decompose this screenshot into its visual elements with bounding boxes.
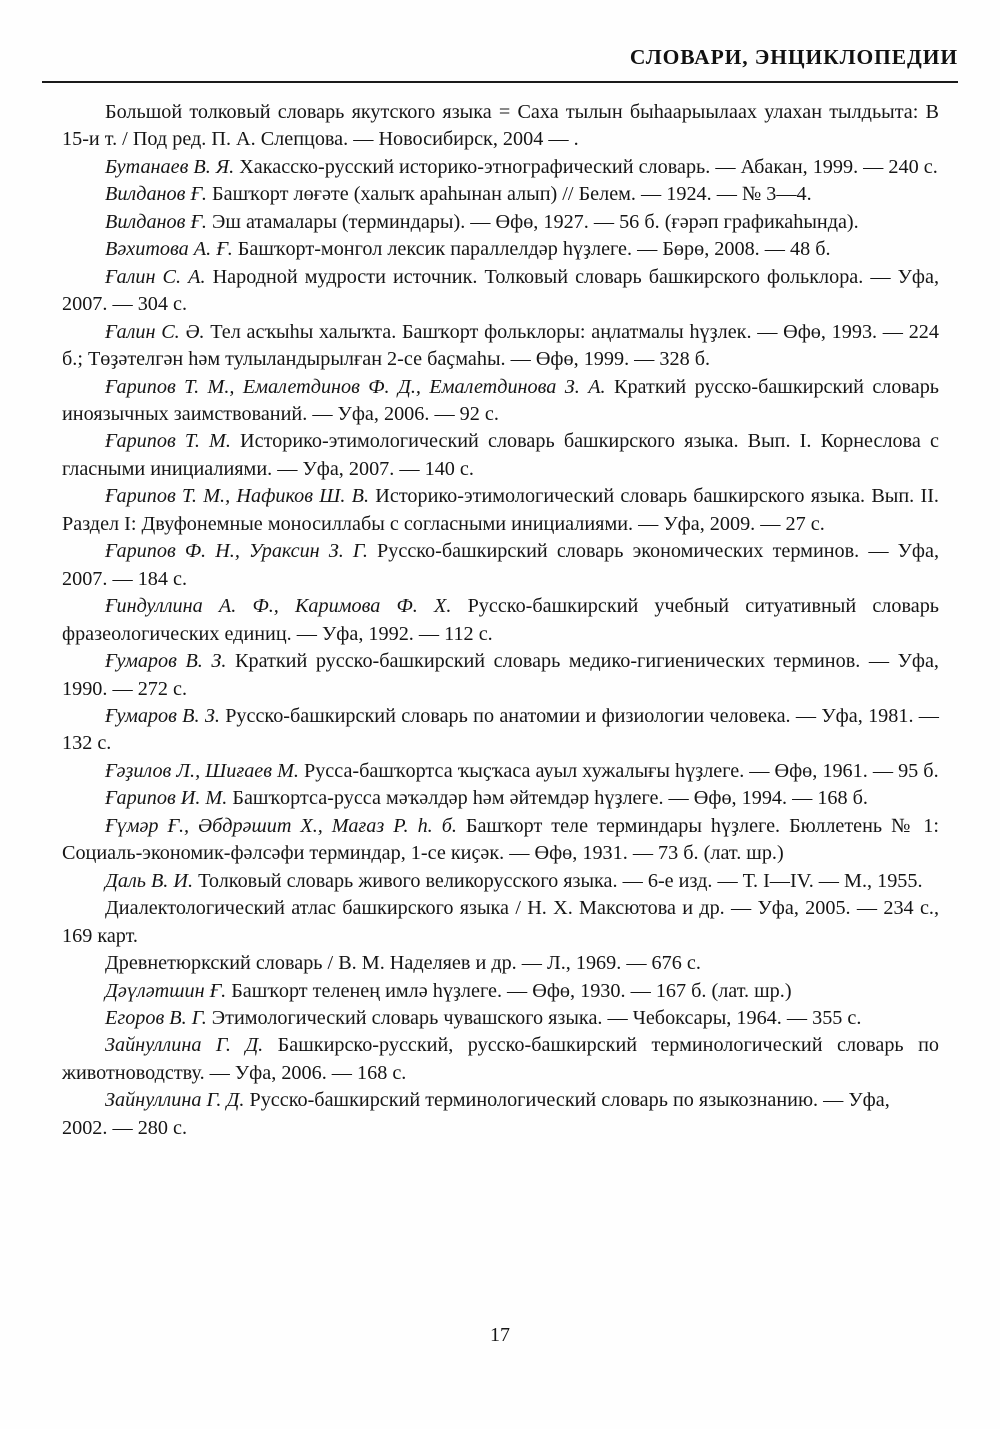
entry-author: Вәхитова А. Ғ. bbox=[105, 238, 233, 261]
entry-text: Толковый словарь живого великорусского языка. — 6-е изд. — Т. I—IV. — М., 1955. bbox=[193, 869, 923, 892]
bibliography-entry bbox=[62, 264, 939, 319]
header-rule-divider bbox=[42, 81, 958, 83]
entry-text: Хакасско-русский историко-этнографический словарь. — Абакан, 1999. — 240 с. bbox=[234, 155, 938, 178]
entry-author: Ғиндуллина А. Ф., Каримова Ф. Х. bbox=[105, 595, 452, 618]
bibliography-entry bbox=[62, 1087, 939, 1142]
entry-author: Ғарипов И. М. bbox=[105, 787, 228, 810]
entry-text: Русско-башкирский учебный ситуативный словарь фразеологических единиц. — Уфа, 1992. — 112 с. bbox=[62, 595, 939, 645]
entry-author: Ғарипов Т. М. bbox=[105, 430, 231, 453]
bibliography-entry bbox=[62, 978, 939, 1005]
entry-author: Вилданов Ғ. bbox=[105, 183, 207, 206]
entry-author: Ғәҙилов Л., Шиғаев М. bbox=[105, 759, 299, 782]
entry-text: Башҡорт-монгол лексик параллелдәр һүҙлеге. — Бөрө, 2008. — 48 б. bbox=[232, 238, 831, 261]
bibliography-entry bbox=[62, 483, 939, 538]
entry-author: Ғарипов Т. М., Нафиков Ш. В. bbox=[105, 485, 370, 508]
entry-text: Башҡорт лөғәте (халыҡ араһынан алып) // Белем. — 1924. — № 3—4. bbox=[206, 183, 812, 206]
bibliography-entry bbox=[62, 895, 939, 950]
entry-author: Зайнуллина Г. Д. bbox=[105, 1034, 264, 1057]
entry-text: Краткий русско-башкирский словарь иноязычных заимствований. — Уфа, 2006. — 92 с. bbox=[62, 375, 939, 425]
entry-text: Историко-этимологический словарь башкирского языка. Вып. II. Раздел I: Двуфонемные моносиллабы с согласными инициалиями. — Уфа, 2009. — 27 с. bbox=[62, 485, 939, 535]
entry-text: Краткий русско-башкирский словарь медико-гигиенических терминов. — Уфа, 1990. — 272 с. bbox=[62, 650, 939, 700]
entry-author: Ғалин С. Ә. bbox=[105, 320, 205, 343]
bibliography-entry bbox=[62, 593, 939, 648]
entry-author: Зайнуллина Г. Д. bbox=[105, 1089, 245, 1112]
entry-author: Дәүләтшин Ғ. bbox=[105, 979, 227, 1002]
entry-text: Башкирско-русский, русско-башкирский терминологический словарь по животноводству. — Уфа, 2006. — 168 с. bbox=[62, 1034, 939, 1084]
entry-text: Русско-башкирский словарь по анатомии и физиологии человека. — Уфа, 1981. — 132 с. bbox=[62, 704, 939, 755]
bibliography-entry bbox=[62, 154, 939, 181]
bibliography-entry bbox=[62, 1005, 939, 1032]
bibliography-entry bbox=[62, 428, 939, 483]
bibliography-entry bbox=[62, 99, 939, 154]
bibliography-entry bbox=[62, 703, 939, 758]
entry-author: Бутанаев В. Я. bbox=[105, 155, 235, 178]
bibliography-entry bbox=[62, 950, 939, 977]
entry-author: Вилданов Ғ. bbox=[105, 210, 207, 233]
bibliography-entry bbox=[62, 209, 939, 236]
bibliography-entry bbox=[62, 868, 939, 895]
entry-author: Ғумаров В. З. bbox=[105, 650, 227, 673]
bibliography-entry bbox=[62, 181, 939, 208]
entry-text: Большой толковый словарь якутского языка = Саха тылын быһаарыылаах улахан тылдьыта: В 15-и т. / Под ред. П. А. Слепцова. — Новосибирск, 2004 — . bbox=[62, 101, 939, 151]
bibliography-entry bbox=[62, 758, 939, 785]
bibliography-entry bbox=[62, 319, 939, 374]
entry-text: Эш атамалары (терминдары). — Өфө, 1927. — 56 б. (ғәрәп графикаһында). bbox=[206, 210, 859, 233]
entry-author: Ғүмәр Ғ., Әбдрәшит Х., Мағаз Р. һ. б. bbox=[105, 814, 457, 837]
bibliography-list bbox=[62, 99, 939, 1142]
entry-text: Диалектологический атлас башкирского языка / Н. Х. Максютова и др. — Уфа, 2005. — 234 с., 169 карт. bbox=[62, 897, 939, 947]
entry-text: Русса-башҡортса ҡыҫҡаса ауыл хужалығы һүҙлеге. — Өфө, 1961. — 95 б. bbox=[298, 759, 939, 782]
page-number: 17 bbox=[490, 1324, 510, 1346]
entry-text: Башҡортса-русса мәҡәлдәр һәм әйтемдәр һүҙлеге. — Өфө, 1994. — 168 б. bbox=[227, 787, 868, 810]
bibliography-entry bbox=[62, 785, 939, 812]
bibliography-entry bbox=[62, 1032, 939, 1087]
bibliography-entry bbox=[62, 374, 939, 429]
entry-text: Древнетюркский словарь / В. М. Наделяев и др. — Л., 1969. — 676 с. bbox=[105, 952, 701, 975]
entry-text: Народной мудрости источник. Толковый словарь башкирского фольклора. — Уфа, 2007. — 304 с. bbox=[62, 265, 939, 316]
entry-text: Башҡорт теле терминдары һүҙлеге. Бюллетень № 1: Социаль-экономик-фәлсәфи терминдар, 1-се киҫәк. — Өфө, 1931. — 73 б. (лат. шр.) bbox=[62, 814, 939, 865]
entry-author: Ғарипов Ф. Н., Ураксин З. Г. bbox=[105, 540, 368, 563]
entry-author: Ғалин С. А. bbox=[105, 265, 206, 288]
entry-text: Русско-башкирский терминологический словарь по языкознанию. — Уфа, 2002. — 280 с. bbox=[62, 1089, 890, 1139]
running-head-title: СЛОВАРИ, ЭНЦИКЛОПЕДИИ bbox=[629, 45, 958, 69]
bibliography-entry bbox=[62, 813, 939, 868]
entry-author: Ғумаров В. З. bbox=[105, 704, 220, 727]
bibliography-entry bbox=[62, 236, 939, 263]
entry-text: Башҡорт теленең имлә һүҙлеге. — Өфө, 1930. — 167 б. (лат. шр.) bbox=[226, 979, 792, 1002]
entry-text: Историко-этимологический словарь башкирского языка. Вып. I. Корнеслова с гласными инициалиями. — Уфа, 2007. — 140 с. bbox=[62, 430, 939, 480]
bibliography-entry bbox=[62, 648, 939, 703]
entry-author: Даль В. И. bbox=[105, 869, 194, 892]
running-head bbox=[42, 46, 958, 84]
entry-text: Этимологический словарь чувашского языка. — Чебоксары, 1964. — 355 с. bbox=[206, 1006, 862, 1029]
entry-author: Ғарипов Т. М., Емалетдинов Ф. Д., Емалетдинова З. А. bbox=[105, 375, 606, 398]
entry-text: Русско-башкирский словарь экономических терминов. — Уфа, 2007. — 184 с. bbox=[62, 540, 939, 590]
entry-author: Егоров В. Г. bbox=[105, 1006, 207, 1029]
entry-text: Тел асҡыһы халыҡта. Башҡорт фольклоры: аңлатмалы һүҙлек. — Өфө, 1993. — 224 б.; Төҙәтелгән һәм тулыландырылған 2-се баҫмаһы. — Өфө, 1999. — 328 б. bbox=[62, 320, 939, 371]
bibliography-entry bbox=[62, 538, 939, 593]
